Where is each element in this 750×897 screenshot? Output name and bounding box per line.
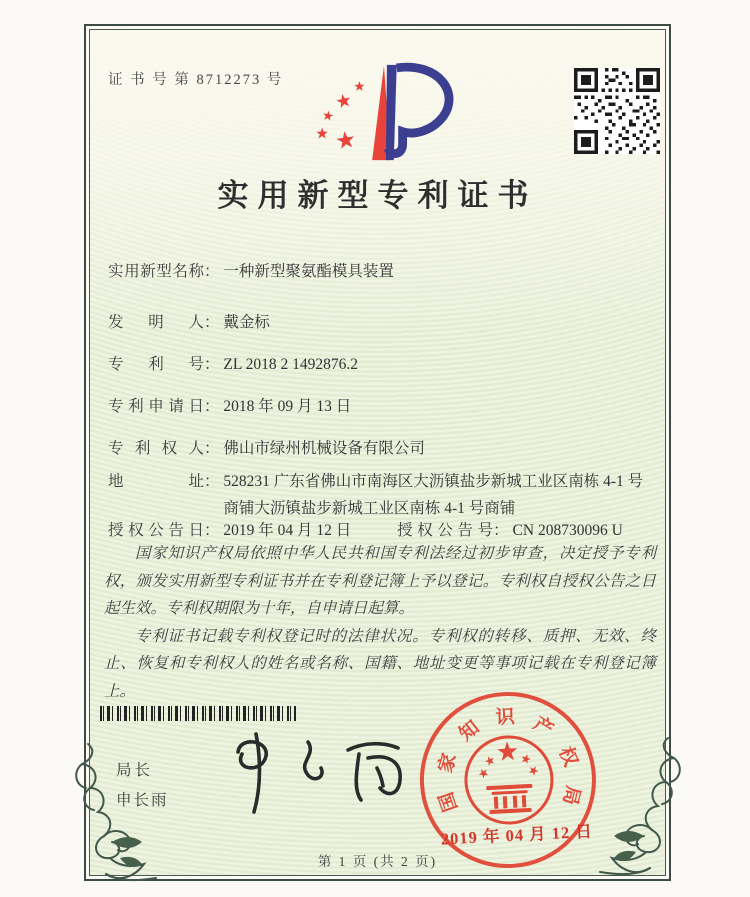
seal-text: 国 家 知 识 产 权 局 (434, 706, 583, 814)
colon: ： (204, 440, 220, 457)
field-row-filing-date (108, 393, 351, 420)
page-number: 第 1 页 (共 2 页) (317, 854, 438, 869)
legal-paragraph-2: 专利证书记载专利权登记时的法律状况。专利权的转移、质押、无效、终止、恢复和专利权人的姓名或名称、国籍、地址变更等事项记载在专利登记簿上。 (104, 627, 656, 700)
field-label: 授权公告号 (397, 522, 494, 539)
legal-text (104, 540, 656, 705)
field-value: 戴金标 (223, 314, 270, 331)
cnipa-logo-icon (302, 60, 462, 168)
certificate-title: 实用新型专利证书 (217, 178, 538, 213)
certificate-number: 证 书 号 第 8712273 号 (108, 72, 284, 88)
colon: ： (204, 473, 220, 490)
field-row-address (108, 468, 655, 522)
colon: ： (204, 314, 220, 331)
field-value: ZL 2018 2 1492876.2 (223, 356, 359, 373)
national-emblem-icon (461, 728, 556, 833)
signature-icon (212, 728, 422, 823)
field-label: 实用新型名称 (108, 263, 204, 280)
official-seal-icon (415, 687, 602, 874)
colon: ： (493, 522, 509, 539)
field-row-inventor (108, 309, 270, 336)
legal-paragraph-1: 国家知识产权局依照中华人民共和国专利法经过初步审查，决定授予专利权，颁发实用新型专利证书并在专利登记簿上予以登记。专利权自授权公告之日起生效。专利权期限为十年，自申请日起算。 (104, 545, 656, 617)
field-label: 地址 (108, 473, 204, 490)
colon: ： (204, 522, 220, 539)
signer-role: 局长 (116, 762, 154, 779)
field-row-patent-number (108, 351, 358, 378)
qr-code-icon (574, 68, 660, 154)
field-label: 发明人 (108, 314, 204, 331)
field-value: 2018 年 09 月 13 日 (223, 398, 352, 415)
grant-number-value: CN 208730096 U (512, 522, 623, 539)
field-label: 专利申请日 (108, 398, 204, 415)
field-label: 专利权人 (108, 440, 204, 457)
seal-date: 2019 年 04 月 12 日 (440, 821, 594, 849)
field-label: 授权公告日 (108, 522, 204, 539)
colon: ： (204, 398, 220, 415)
colon: ： (204, 263, 220, 280)
field-value: 528231 广东省佛山市南海区大沥镇盐步新城工业区南栋 4-1 号商铺大沥镇盐步新城工业区南栋 4-1 号商铺 (223, 473, 644, 517)
field-value: 佛山市绿州机械设备有限公司 (223, 440, 425, 457)
field-value: 一种新型聚氨酯模具装置 (223, 263, 394, 280)
barcode-icon (100, 706, 296, 721)
signer-name: 申长雨 (116, 792, 169, 809)
field-label: 专利号 (108, 356, 204, 373)
certificate-sheet (89, 29, 666, 876)
field-row-name (108, 258, 394, 285)
field-row-patentee (108, 435, 425, 462)
grant-date-value: 2019 年 04 月 12 日 (223, 522, 352, 539)
colon: ： (204, 356, 220, 373)
